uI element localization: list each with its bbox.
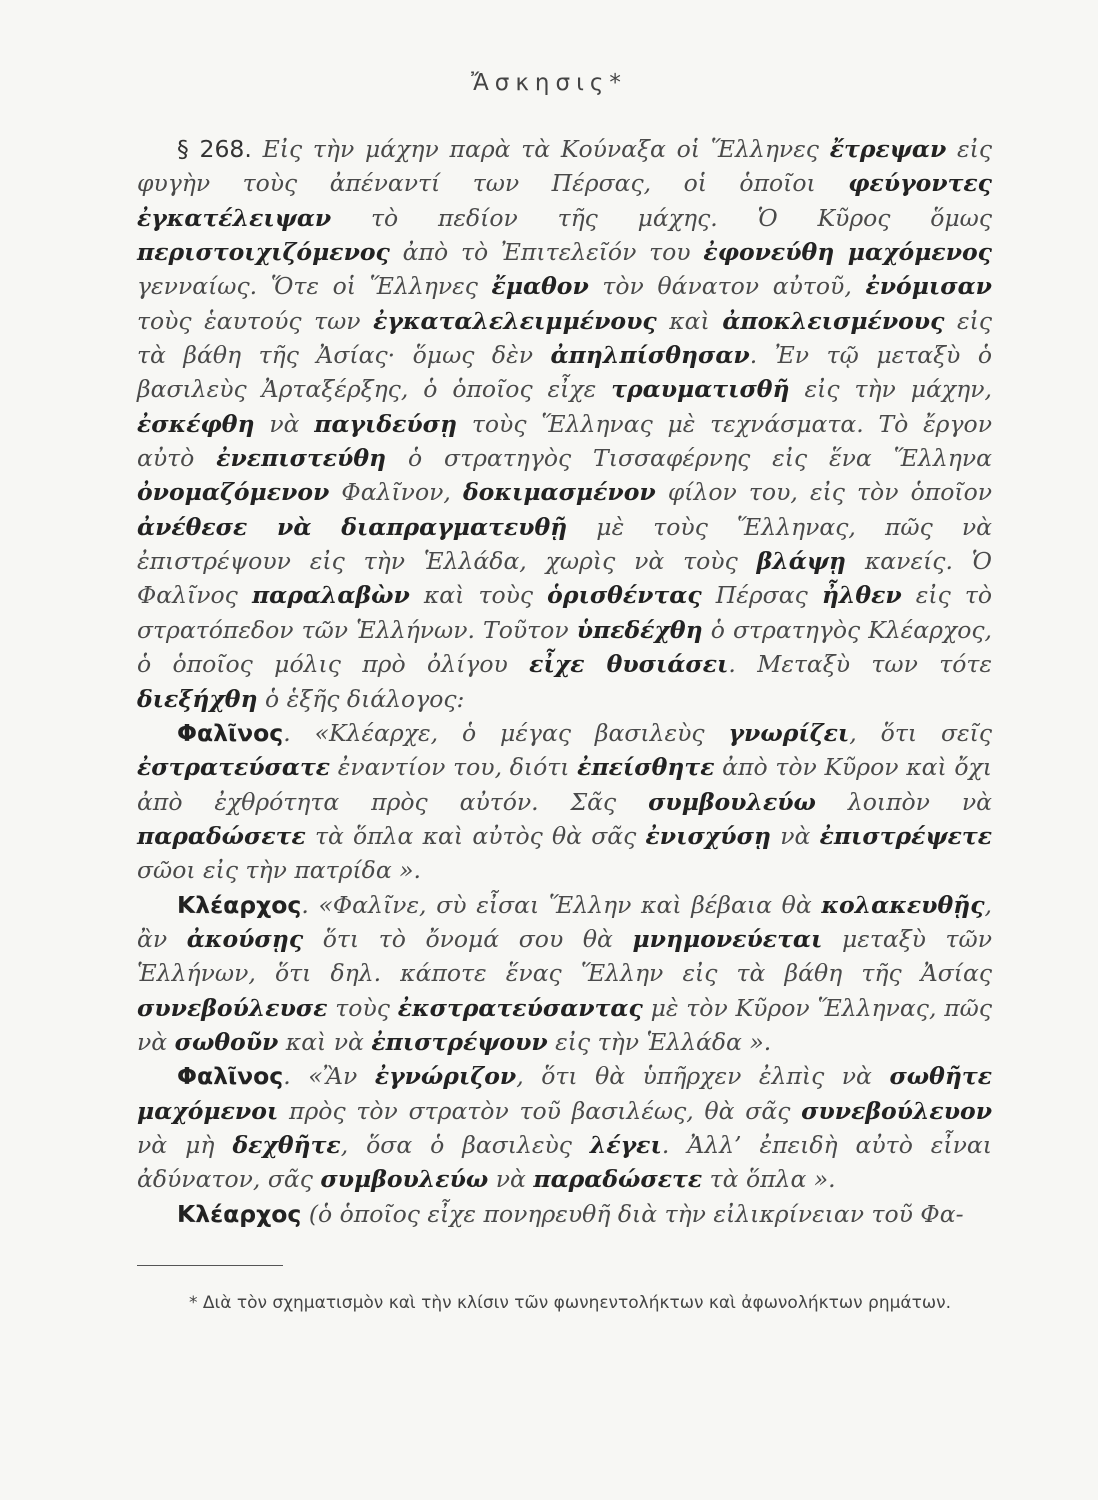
text-run: . Ἀλλ’ ἐπειδὴ αὐτὸ εἶναι ἀδύνατον, σᾶς <box>137 1130 992 1194</box>
verb-highlight: ἔτρεψαν <box>829 135 947 163</box>
text-run: νὰ <box>770 821 820 850</box>
speaker-name: Κλέαρχος <box>177 890 302 919</box>
verb-highlight: γνωρίζει <box>728 718 850 747</box>
verb-highlight: ἀκούσῃς <box>186 924 304 953</box>
text-run: μὲ τοὺς Ἕλληνας, πῶς νὰ ἐπιστρέψουν εἰς τὴν Ἑλλάδα, χωρὶς νὰ τοὺς <box>137 512 992 576</box>
verb-highlight: ἀποκλεισμένους <box>722 306 945 335</box>
verb-highlight: ἦλθεν <box>821 581 902 610</box>
text-run: εἰς τὰ βάθη τῆς Ἀσίας· ὅμως δὲν <box>137 306 992 370</box>
text-run: , ὅτι σεῖς <box>849 718 992 747</box>
verb-highlight: παραλαβὼν <box>251 581 410 610</box>
text-run: τοὺς <box>327 993 398 1022</box>
text-run: εἰς τὸ στρατόπεδον τῶν Ἑλλήνων. Τοῦτον <box>137 581 993 644</box>
verb-highlight: ἐπιστρέψουν <box>371 1027 548 1056</box>
verb-highlight: ἀπηλπίσθησαν <box>550 341 750 370</box>
speaker-name: Φαλῖνος <box>177 1062 284 1091</box>
verb-highlight: ἐνεπιστεύθη <box>216 444 387 473</box>
text-run: νὰ μὴ <box>137 1130 233 1159</box>
page-heading: Ἄσκησις* <box>471 70 627 96</box>
verb-highlight: ὑπεδέχθη <box>576 615 703 644</box>
text-run: . «Ἂν <box>283 1062 375 1091</box>
text-run: τοὺς ἑαυτούς των <box>137 306 374 335</box>
paragraph-dialogue-falinos-2 <box>137 1059 992 1196</box>
verb-highlight: περιστοιχιζόμενος <box>137 238 390 267</box>
verb-highlight: δοκιμασμένον <box>462 478 656 507</box>
verb-highlight: παραδώσετε <box>533 1165 703 1194</box>
text-run: καὶ νὰ <box>278 1027 372 1056</box>
text-run: λοιπὸν νὰ <box>815 787 992 816</box>
verb-highlight: συμβουλεύω <box>320 1165 489 1194</box>
verb-highlight: σωθοῦν <box>174 1027 279 1056</box>
text-run: ὁ στρατηγὸς Κλέαρχος, ὁ ὁποῖος μόλις πρὸ ὀλίγου <box>137 615 992 679</box>
verb-highlight: παραδώσετε <box>137 821 306 850</box>
verb-highlight: ὀνομαζόμενον <box>137 478 330 507</box>
verb-highlight: σωθῆτε μαχόμενοι <box>137 1062 992 1125</box>
verb-highlight: συνεβούλευον <box>801 1096 992 1125</box>
verb-highlight: ἐνόμισαν <box>865 272 992 301</box>
verb-highlight: τραυματισθῆ <box>611 375 790 404</box>
text-run: ὅτι τὸ ὄνομά σου θὰ <box>303 924 633 953</box>
text-body <box>137 132 992 1231</box>
verb-highlight: φεύγοντες ἐγκατέλειψαν <box>137 169 992 232</box>
text-run: . «Κλέαρχε, ὁ μέγας βασιλεὺς <box>283 718 729 747</box>
text-run: , ὅτι θὰ ὑπῆρχεν ἐλπὶς νὰ <box>516 1062 890 1091</box>
text-run: τὸ πεδίον τῆς μάχης. Ὁ Κῦρος ὅμως <box>331 203 992 232</box>
text-run: νὰ <box>488 1165 534 1194</box>
text-run: (ὁ ὁποῖος εἶχε πονηρευθῆ διὰ τὴν εἰλικρίνειαν τοῦ Φα- <box>301 1199 964 1228</box>
text-run: πρὸς τὸν στρατὸν τοῦ βασιλέως, θὰ σᾶς <box>278 1096 802 1125</box>
text-run: ὁ στρατηγὸς Τισσαφέρνης εἰς ἕνα Ἕλληνα <box>386 444 993 473</box>
verb-highlight: ἀνέθεσε νὰ διαπραγματευθῇ <box>137 512 568 541</box>
verb-highlight: λέγει <box>589 1130 662 1159</box>
text-run: ἀπὸ τὸ Ἐπιτελεῖόν του <box>389 238 704 267</box>
verb-highlight: διεξήχθη <box>137 684 258 713</box>
section-number: § 268. <box>177 135 252 163</box>
text-run: , ἂν <box>137 890 992 953</box>
speaker-name: Φαλῖνος <box>177 718 284 747</box>
verb-highlight: ἐπιστρέψετε <box>819 821 992 850</box>
text-run: ὁ ἑξῆς διάλογος: <box>257 684 465 713</box>
text-run: Φαλῖνον, <box>329 478 463 507</box>
verb-highlight: ἐκστρατεύσαντας <box>397 993 643 1022</box>
text-run: μὲ τὸν Κῦρον Ἕλληνας, πῶς νὰ <box>137 993 992 1056</box>
verb-highlight: κολακευθῇς <box>821 890 985 919</box>
text-run: ἐναντίον του, διότι <box>330 753 578 782</box>
text-run: γενναίως. Ὅτε οἱ Ἕλληνες <box>137 272 492 301</box>
text-run: Εἰς τὴν μάχην παρὰ τὰ Κούναξα οἱ Ἕλληνες <box>251 135 830 163</box>
text-run: εἰς τὴν Ἑλλάδα ». <box>547 1027 772 1056</box>
verb-highlight: ἐφονεύθη μαχόμενος <box>703 238 992 267</box>
text-run: εἰς φυγὴν τοὺς ἀπέναντί των Πέρσας, οἱ ὁποῖοι <box>137 135 992 198</box>
text-run: μεταξὺ τῶν Ἑλλήνων, ὅτι δηλ. κάποτε ἕνας Ἕλλην εἰς τὰ βάθη τῆς Ἀσίας <box>137 924 992 988</box>
text-run: εἰς τὴν μάχην, <box>789 375 992 404</box>
verb-highlight: ἐστρατεύσατε <box>137 753 331 782</box>
text-run: καὶ τοὺς <box>409 581 548 610</box>
verb-highlight: ἐνισχύσῃ <box>645 821 771 850</box>
text-run: . «Φαλῖνε, σὺ εἶσαι Ἕλλην καὶ βέβαια θὰ <box>301 890 822 919</box>
verb-highlight: συμβουλεύω <box>648 787 816 816</box>
verb-highlight: εἶχε θυσιάσει <box>529 650 729 679</box>
footnote <box>137 1290 992 1316</box>
text-run: τὰ ὅπλα καὶ αὐτὸς θὰ σᾶς <box>305 821 646 850</box>
text-run: τοὺς Ἕλληνας μὲ τεχνάσματα. Τὸ ἔργον αὐτὸ <box>137 409 992 473</box>
verb-highlight: ὁρισθέντας <box>547 581 702 610</box>
verb-highlight: παγιδεύσῃ <box>314 409 458 438</box>
text-run: . Μεταξὺ των τότε <box>728 650 992 679</box>
text-run: σῶοι εἰς τὴν πατρίδα ». <box>137 856 422 885</box>
text-run: κανείς. Ὁ Φαλῖνος <box>137 547 992 610</box>
verb-highlight: ἐγνώριζον <box>374 1062 517 1091</box>
verb-highlight: δεχθῆτε <box>232 1130 341 1159</box>
text-run: . Ἐν τῷ μεταξὺ ὁ βασιλεὺς Ἀρταξέρξης, ὁ ὁποῖος εἶχε <box>137 341 992 404</box>
verb-highlight: ἐσκέφθη <box>137 409 255 438</box>
footnote-text: * Διὰ τὸν σχηματισμὸν καὶ τὴν κλίσιν τῶν φωνηεντολήκτων καὶ ἀφωνολήκτων ρημάτων. <box>189 1293 952 1313</box>
text-run: Πέρσας <box>701 581 822 610</box>
paragraph-dialogue-klearchos-1 <box>137 888 992 1060</box>
text-run: τὸν θάνατον αὐτοῦ, <box>588 272 866 301</box>
text-run: τὰ ὅπλα ». <box>702 1165 836 1194</box>
text-run: , ὅσα ὁ βασιλεὺς <box>340 1130 590 1159</box>
verb-highlight: βλάψῃ <box>756 547 847 576</box>
verb-highlight: συνεβούλευσε <box>137 993 328 1022</box>
paragraph-narrative <box>137 132 992 716</box>
verb-highlight: ἔμαθον <box>491 272 589 301</box>
text-run: καὶ <box>656 306 723 335</box>
speaker-name: Κλέαρχος <box>177 1199 302 1228</box>
text-run: νὰ <box>254 409 315 438</box>
paragraph-dialogue-falinos-1 <box>137 716 992 888</box>
text-run: φίλον του, εἰς τὸν ὁποῖον <box>655 478 993 507</box>
footnote-rule <box>137 1265 283 1266</box>
text-run: ἀπὸ τὸν Κῦρον καὶ ὄχι ἀπὸ ἐχθρότητα πρὸς αὐτόν. Σᾶς <box>137 753 993 816</box>
verb-highlight: ἐπείσθητε <box>577 753 715 782</box>
verb-highlight: μνημονεύεται <box>632 924 823 953</box>
paragraph-dialogue-klearchos-2 <box>137 1197 992 1231</box>
verb-highlight: ἐγκαταλελειμμένους <box>373 306 657 335</box>
